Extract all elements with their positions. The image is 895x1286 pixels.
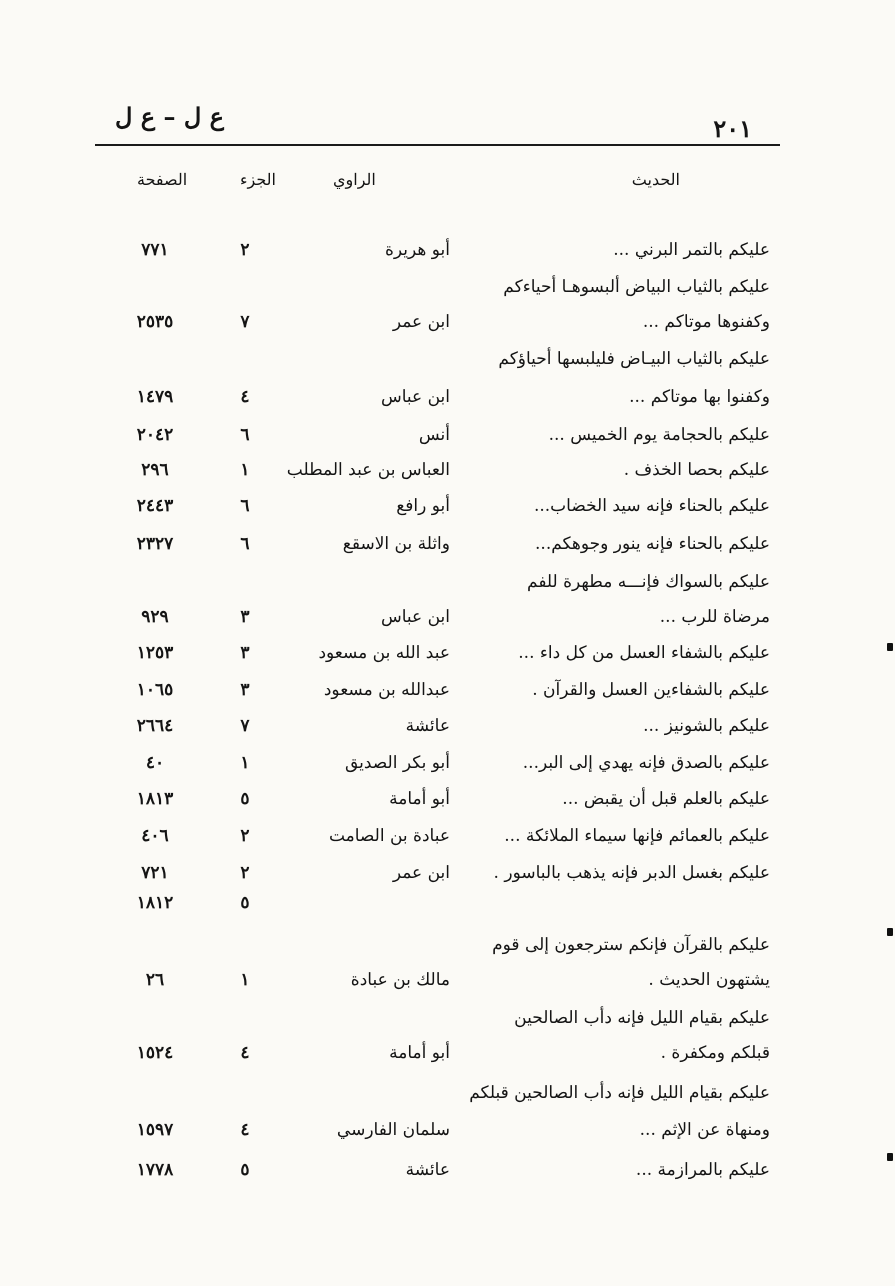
- narrator: عبادة بن الصامت: [328, 826, 450, 846]
- volume-number: ٤: [240, 1043, 250, 1063]
- header-rule: [95, 144, 780, 146]
- volume-number: ٦: [240, 496, 250, 516]
- page-header: [95, 96, 780, 146]
- column-header-hadith: الحديث: [631, 170, 680, 189]
- volume-number: ٤: [240, 387, 250, 407]
- volume-number: ٢: [240, 826, 250, 846]
- column-header-page: الصفحة: [137, 170, 188, 189]
- volume-number: ٣: [240, 680, 250, 700]
- page-reference: ٤٠: [145, 753, 165, 773]
- volume-number: ٧: [240, 716, 250, 736]
- hadith-text: عليكم بالشفاء العسل من كل داء ...: [518, 643, 770, 663]
- narrator: أنس: [418, 425, 450, 445]
- page-reference: ٩٢٩: [141, 607, 169, 627]
- narrator: ابن عمر: [392, 312, 450, 332]
- hadith-text: ومنهاة عن الإثم ...: [639, 1120, 770, 1140]
- hadith-text: عليكم بقيام الليل فإنه دأب الصالحين قبلكم: [469, 1083, 770, 1103]
- narrator: واثلة بن الاسقع: [342, 534, 450, 554]
- page-reference: ٧٧١: [141, 240, 169, 260]
- volume-number: ٣: [240, 643, 250, 663]
- hadith-text: يشتهون الحديث .: [648, 970, 770, 990]
- page-reference: ١٥٢٤: [136, 1043, 174, 1063]
- page-reference: ٢٣٢٧: [136, 534, 174, 554]
- narrator: عائشة: [405, 1160, 450, 1180]
- hadith-text: عليكم بالعمائم فإنها سيماء الملائكة ...: [504, 826, 770, 846]
- narrator: مالك بن عبادة: [350, 970, 450, 990]
- volume-number: ٣: [240, 607, 250, 627]
- page-reference: ٧٢١: [141, 863, 169, 883]
- volume-number: ٥: [240, 893, 250, 913]
- hadith-text: عليكم بالشونيز ...: [643, 716, 770, 736]
- narrator: أبو بكر الصديق: [344, 753, 450, 773]
- narrator: العباس بن عبد المطلب: [286, 460, 450, 480]
- narrator: ابن عباس: [380, 607, 450, 627]
- page-reference: ١٥٩٧: [136, 1120, 174, 1140]
- hadith-text: عليكم بالعلم قبل أن يقبض ...: [562, 789, 770, 809]
- hadith-text: عليكم بالحجامة يوم الخميس ...: [548, 425, 770, 445]
- hadith-text: عليكم بالقرآن فإنكم سترجعون إلى قوم: [492, 935, 770, 955]
- page-reference: ٢٦: [145, 970, 165, 990]
- hadith-text: عليكم بالثياب البيـاض فليلبسها أحياؤكم: [498, 349, 770, 369]
- hadith-text: عليكم بالثياب البياض ألبسوهـا أحياءكم: [503, 277, 770, 297]
- page-reference: ٢٩٦: [141, 460, 169, 480]
- hadith-text: عليكم بالحناء فإنه سيد الخضاب...: [533, 496, 770, 516]
- page-reference: ١٢٥٣: [136, 643, 174, 663]
- volume-number: ١: [240, 970, 250, 990]
- volume-number: ١: [240, 460, 250, 480]
- page-reference: ١٠٦٥: [136, 680, 174, 700]
- narrator: عبد الله بن مسعود: [318, 643, 450, 663]
- page-reference: ١٤٧٩: [136, 387, 174, 407]
- hadith-text: عليكم بالصدق فإنه يهدي إلى البر...: [522, 753, 770, 773]
- hadith-text: وكفنوا بها موتاكم ...: [629, 387, 770, 407]
- hadith-text: عليكم بالمرازمة ...: [635, 1160, 770, 1180]
- volume-number: ٦: [240, 425, 250, 445]
- narrator: عائشة: [405, 716, 450, 736]
- scan-mark: [887, 1153, 893, 1161]
- hadith-text: عليكم بحصا الخذف .: [623, 460, 770, 480]
- volume-number: ٥: [240, 1160, 250, 1180]
- hadith-text: عليكم بالتمر البرني ...: [613, 240, 770, 260]
- hadith-text: وكفنوها موتاكم ...: [642, 312, 770, 332]
- column-header-juz: الجزء: [240, 170, 276, 189]
- volume-number: ٥: [240, 789, 250, 809]
- volume-number: ١: [240, 753, 250, 773]
- hadith-text: قبلكم ومكفرة .: [660, 1043, 770, 1063]
- page-reference: ٢٠٤٢: [136, 425, 174, 445]
- narrator: ابن عباس: [380, 387, 450, 407]
- page-reference: ٢٥٣٥: [136, 312, 174, 332]
- narrator: أبو أمامة: [389, 1043, 450, 1063]
- narrator: سلمان الفارسي: [336, 1120, 450, 1140]
- volume-number: ٢: [240, 240, 250, 260]
- narrator: عبدالله بن مسعود: [323, 680, 450, 700]
- page-reference: ٢٦٦٤: [136, 716, 174, 736]
- hadith-text: عليكم بالسواك فإنـــه مطهرة للفم: [527, 572, 770, 592]
- page-reference: ٢٤٤٣: [136, 496, 174, 516]
- narrator: ابن عمر: [392, 863, 450, 883]
- volume-number: ٦: [240, 534, 250, 554]
- page-reference: ١٧٧٨: [136, 1160, 174, 1180]
- running-head: ع ل – ع ل: [115, 102, 224, 131]
- hadith-text: عليكم بغسل الدبر فإنه يذهب بالباسور .: [493, 863, 770, 883]
- narrator: أبو رافع: [396, 496, 450, 516]
- volume-number: ٢: [240, 863, 250, 883]
- column-header-rawi: الراوي: [333, 170, 376, 189]
- volume-number: ٤: [240, 1120, 250, 1140]
- hadith-text: مرضاة للرب ...: [659, 607, 770, 627]
- page-number: ٢٠١: [713, 114, 752, 143]
- page-reference: ١٨١٣: [136, 789, 174, 809]
- page-reference: ١٨١٢: [136, 893, 174, 913]
- scan-mark: [887, 643, 893, 651]
- scan-mark: [887, 928, 893, 936]
- narrator: أبو هريرة: [384, 240, 450, 260]
- narrator: أبو أمامة: [389, 789, 450, 809]
- volume-number: ٧: [240, 312, 250, 332]
- page-reference: ٤٠٦: [141, 826, 169, 846]
- hadith-text: عليكم بقيام الليل فإنه دأب الصالحين: [514, 1008, 770, 1028]
- hadith-text: عليكم بالحناء فإنه ينور وجوهكم...: [535, 534, 770, 554]
- hadith-text: عليكم بالشفاءين العسل والقرآن .: [532, 680, 770, 700]
